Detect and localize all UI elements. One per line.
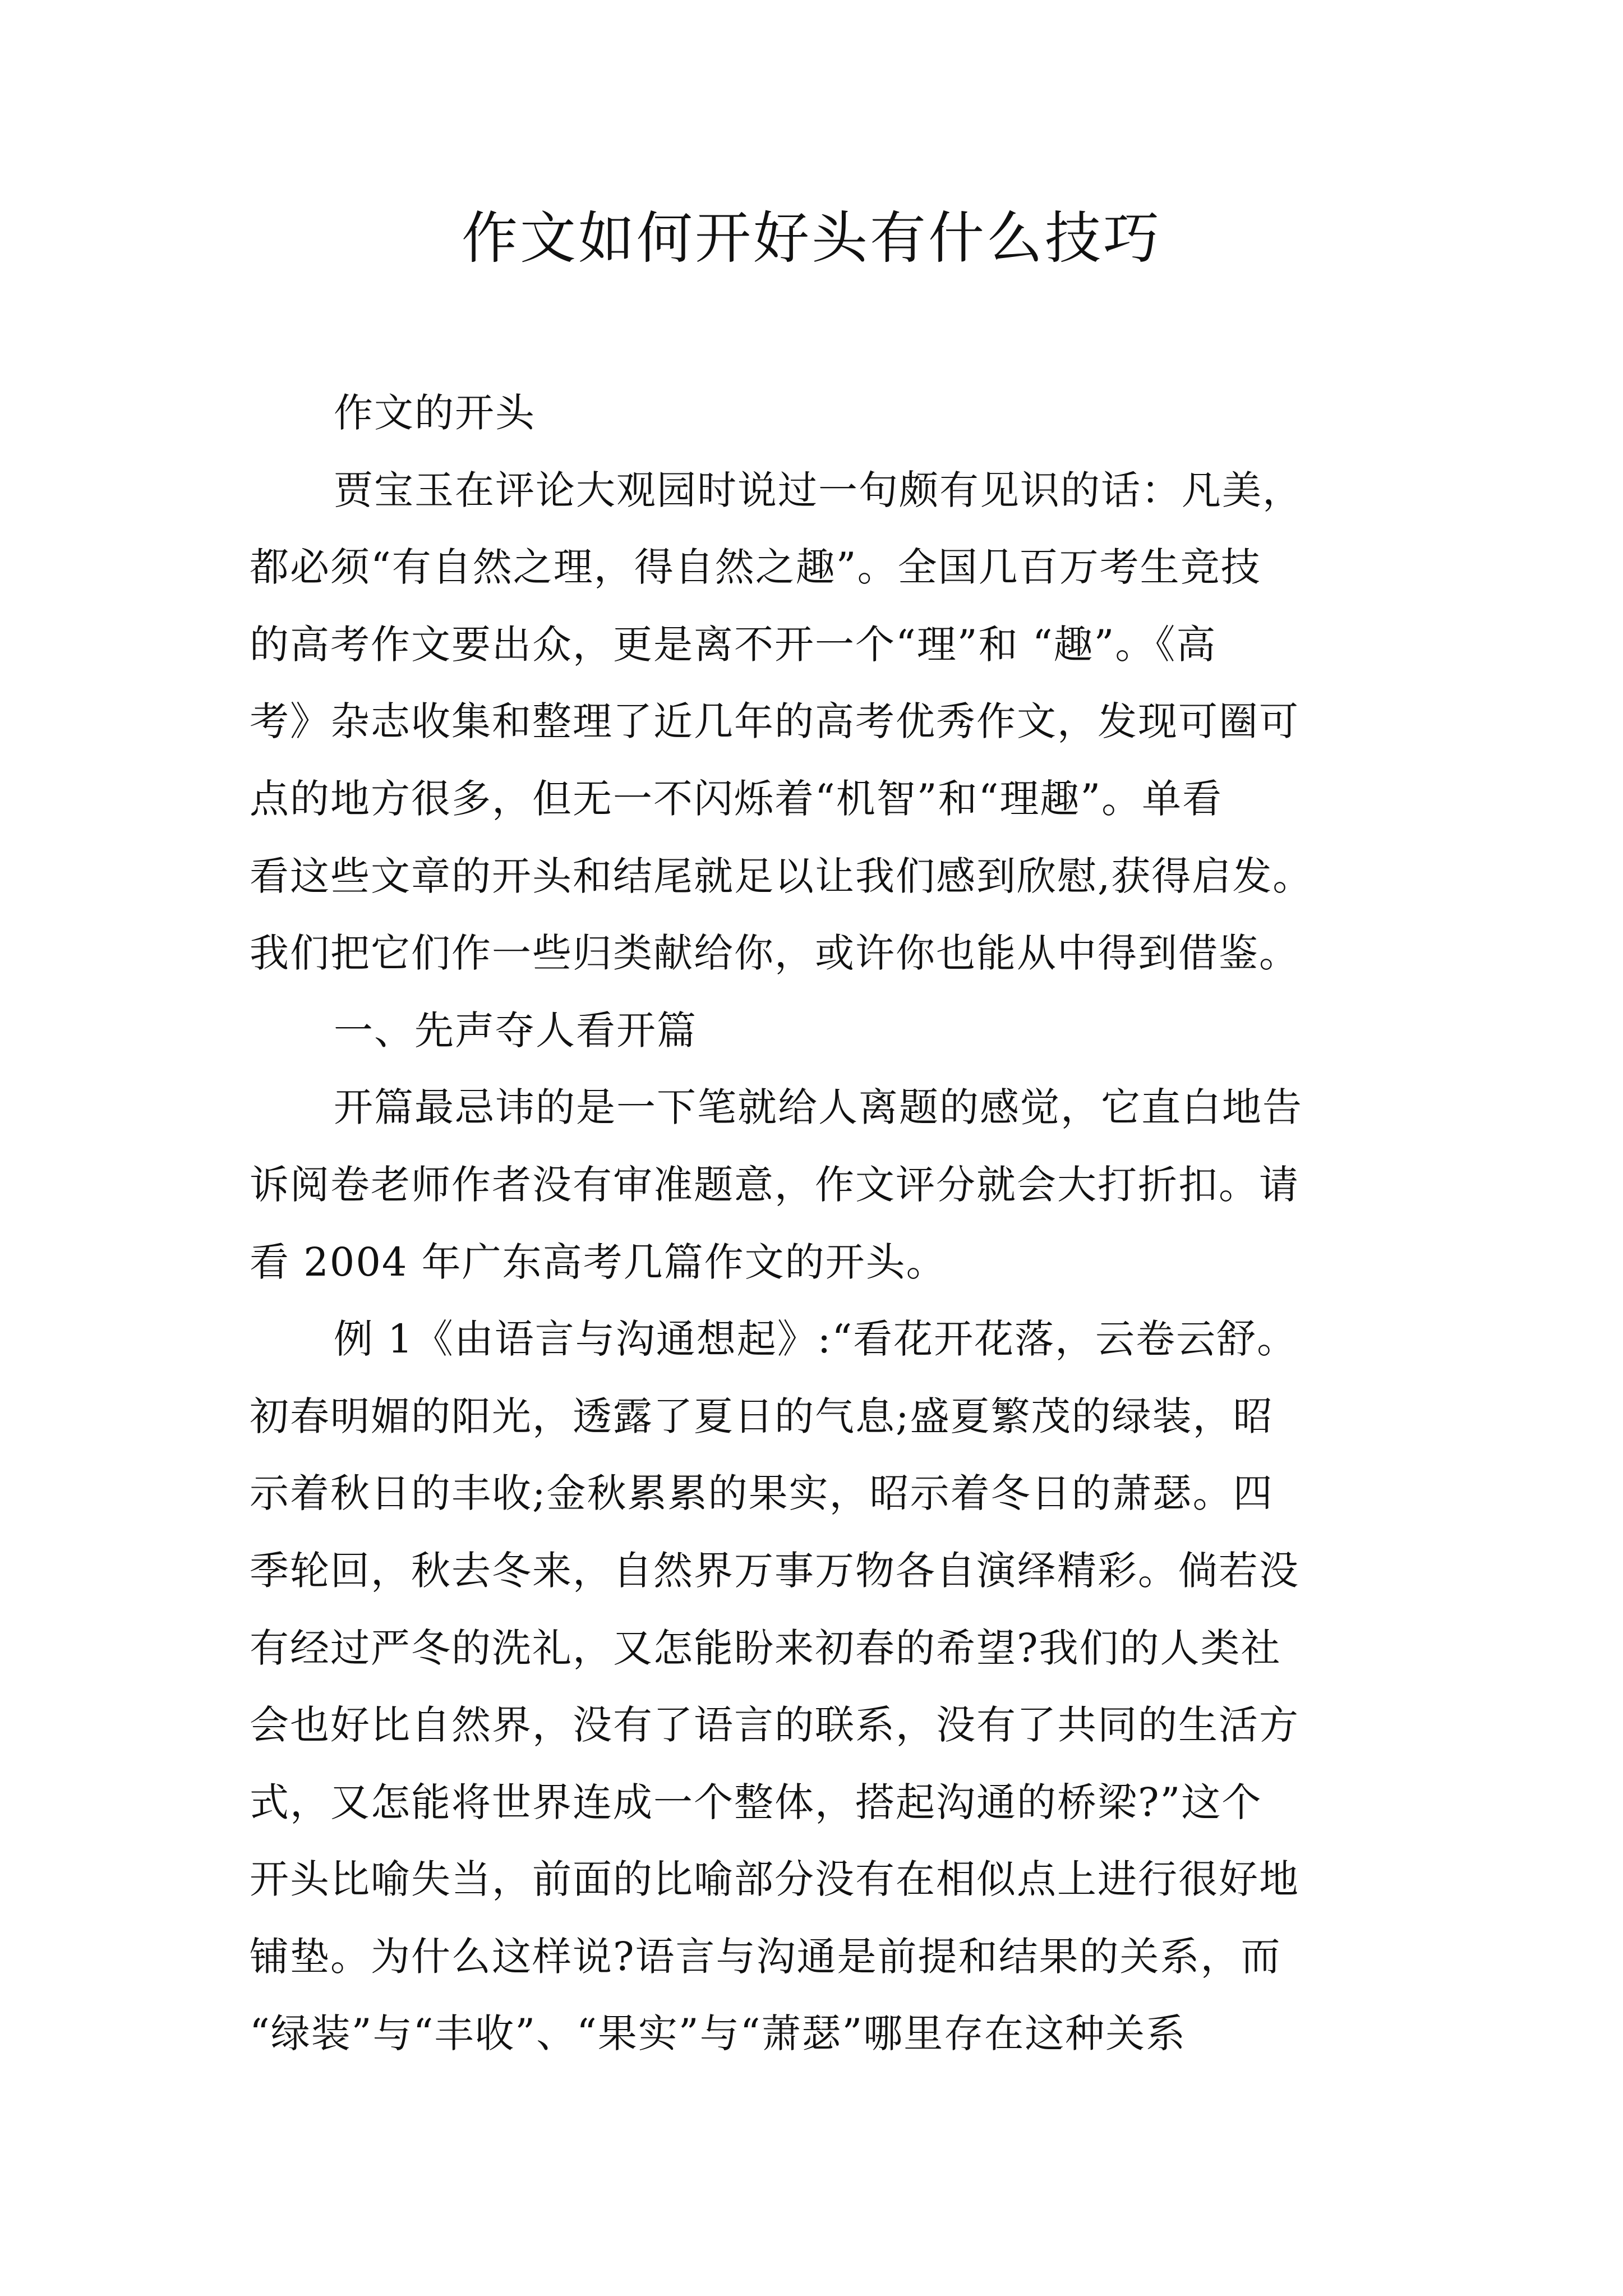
section-heading: 一、先声夺人看开篇 [334, 1007, 697, 1053]
paragraph-line: 我们把它们作一些归类献给你，或许你也能从中得到借鉴。 [250, 930, 1299, 977]
paragraph-line: 有经过严冬的洗礼，又怎能盼来初春的希望?我们的人类社 [250, 1625, 1281, 1671]
paragraph-line: 贾宝玉在评论大观园时说过一句颇有见识的话：凡美， [334, 467, 1303, 513]
paragraph-line: 示着秋日的丰收;金秋累累的果实，昭示着冬日的萧瑟。四 [250, 1470, 1274, 1517]
section-heading: 作文的开头 [334, 390, 536, 436]
paragraph-line: 都必须“有自然之理，得自然之趣”。全国几百万考生竞技 [250, 544, 1261, 591]
paragraph-line: 例 1《由语言与沟通想起》:“看花开花落，云卷云舒。 [334, 1316, 1298, 1363]
paragraph-line: “绿装”与“丰收”、“果实”与“萧瑟”哪里存在这种关系 [250, 2010, 1187, 2057]
paragraph-line: 初春明媚的阳光，透露了夏日的气息;盛夏繁茂的绿装，昭 [250, 1393, 1274, 1439]
paragraph-line: 季轮回，秋去冬来，自然界万事万物各自演绎精彩。倘若没 [250, 1547, 1299, 1594]
paragraph-line: 开篇最忌讳的是一下笔就给人离题的感觉，它直白地告 [334, 1084, 1303, 1131]
paragraph-line: 开头比喻失当，前面的比喻部分没有在相似点上进行很好地 [250, 1856, 1299, 1903]
paragraph-line: 看 2004 年广东高考几篇作文的开头。 [250, 1239, 947, 1285]
paragraph-line: 会也好比自然界，没有了语言的联系，没有了共同的生活方 [250, 1702, 1299, 1749]
paragraph-line: 点的地方很多，但无一不闪烁着“机智”和“理趣”。单看 [250, 775, 1223, 822]
paragraph-line: 看这些文章的开头和结尾就足以让我们感到欣慰,获得启发。 [250, 853, 1313, 899]
paragraph-line: 式，又怎能将世界连成一个整体，搭起沟通的桥梁?”这个 [250, 1779, 1262, 1825]
paragraph-line: 考》杂志收集和整理了近几年的高考优秀作文，发现可圈可 [250, 698, 1299, 745]
paragraph-line: 诉阅卷老师作者没有审准题意，作文评分就会大打折扣。请 [250, 1161, 1299, 1208]
paragraph-line: 铺垫。为什么这样说?语言与沟通是前提和结果的关系，而 [250, 1933, 1281, 1980]
document-title: 作文如何开好头有什么技巧 [462, 205, 1161, 271]
paragraph-line: 的高考作文要出众，更是离不开一个“理”和 “趣”。《高 [250, 621, 1217, 668]
document-body [250, 375, 1377, 2073]
